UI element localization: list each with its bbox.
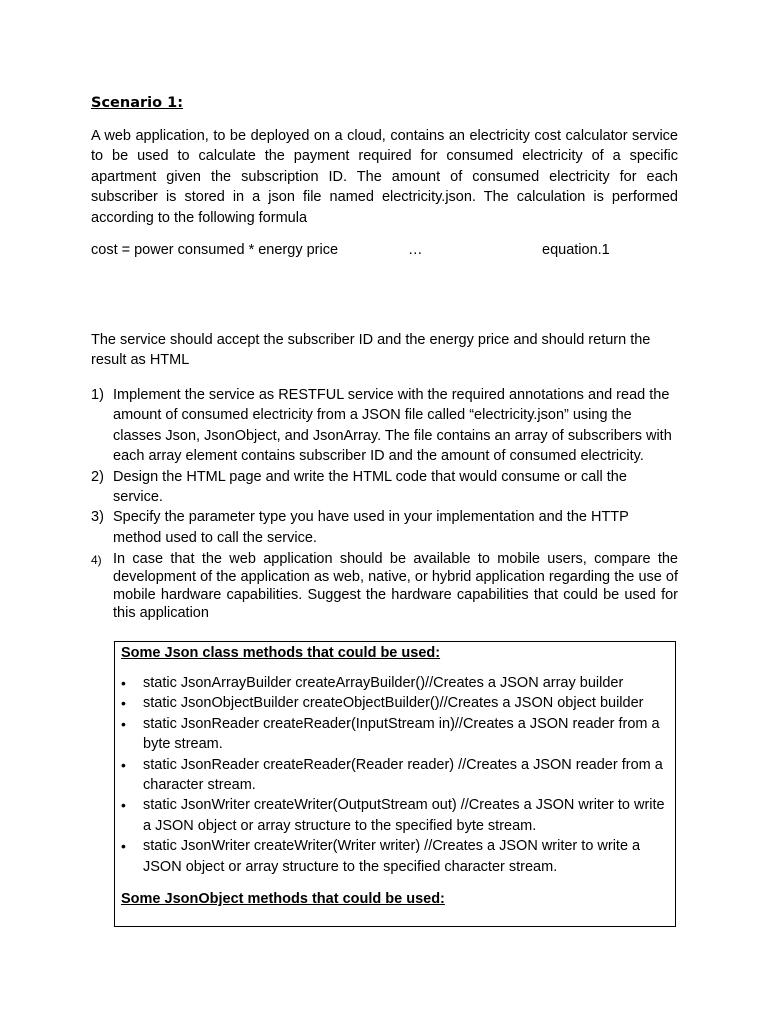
method-item: • static JsonWriter createWriter(Writer writer) //Creates a JSON writer to write a JSON object or array structure to the specified character stream. xyxy=(121,836,669,877)
task-item xyxy=(91,467,678,508)
task-item xyxy=(91,507,678,548)
task-item xyxy=(91,548,678,622)
method-item: • static JsonObjectBuilder createObjectBuilder()//Creates a JSON object builder xyxy=(121,693,669,713)
task-number: 3) xyxy=(91,509,104,526)
task-item xyxy=(91,385,678,467)
method-item: • static JsonReader createReader(InputStream in)//Creates a JSON reader from a byte stream. xyxy=(121,714,669,755)
task-text: Specify the parameter type you have used in your implementation and the HTTP method used to call the service. xyxy=(113,509,629,546)
scenario-heading: Scenario 1: xyxy=(91,95,183,111)
task-number: 1) xyxy=(91,387,104,403)
method-item: • static JsonWriter createWriter(OutputStream out) //Creates a JSON writer to write a JSON object or array structure to the specified byte stream. xyxy=(121,795,669,836)
formula-label: equation.1 xyxy=(542,242,610,258)
json-methods-title: Some Json class methods that could be used: xyxy=(121,645,441,661)
methods-box xyxy=(114,641,676,927)
task-list xyxy=(91,385,678,622)
task-number: 4) xyxy=(91,553,102,568)
json-methods-list xyxy=(121,673,669,877)
intro-paragraph: A web application, to be deployed on a cloud, contains an electricity cost calculator service to be used to calculate the payment required for consumed electricity of a specific apartment given the subscription ID. The amount of consumed electricity for each subscriber is stored in a json file named electricity.json. The calculation is performed according to the following formula xyxy=(91,128,678,226)
method-item: • static JsonReader createReader(Reader reader) //Creates a JSON reader from a character stream. xyxy=(121,755,669,796)
task-text: In case that the web application should be available to mobile users, compare the development of the application as web, native, or hybrid application regarding the use of mobile hardware capabilities. Suggest the hardware capabilities that could be used for this application xyxy=(113,551,678,622)
jsonobject-methods-title: Some JsonObject methods that could be used: xyxy=(121,891,445,908)
service-description: The service should accept the subscriber ID and the energy price and should return the result as HTML xyxy=(91,332,651,369)
method-item: • static JsonArrayBuilder createArrayBuilder()//Creates a JSON array builder xyxy=(121,673,669,693)
task-text: Implement the service as RESTFUL service with the required annotations and read the amount of consumed electricity from a JSON file called “electricity.json” using the classes Json, JsonObject, and JsonArray. The file contains an array of subscribers with each array element contains subscriber ID and the amount of consumed electricity. xyxy=(113,387,672,465)
formula-expression: cost = power consumed * energy price xyxy=(91,242,339,258)
formula-ellipsis: … xyxy=(408,242,423,258)
task-text: Design the HTML page and write the HTML code that would consume or call the service. xyxy=(113,468,627,506)
task-number: 2) xyxy=(91,468,104,485)
formula-line xyxy=(91,242,678,262)
